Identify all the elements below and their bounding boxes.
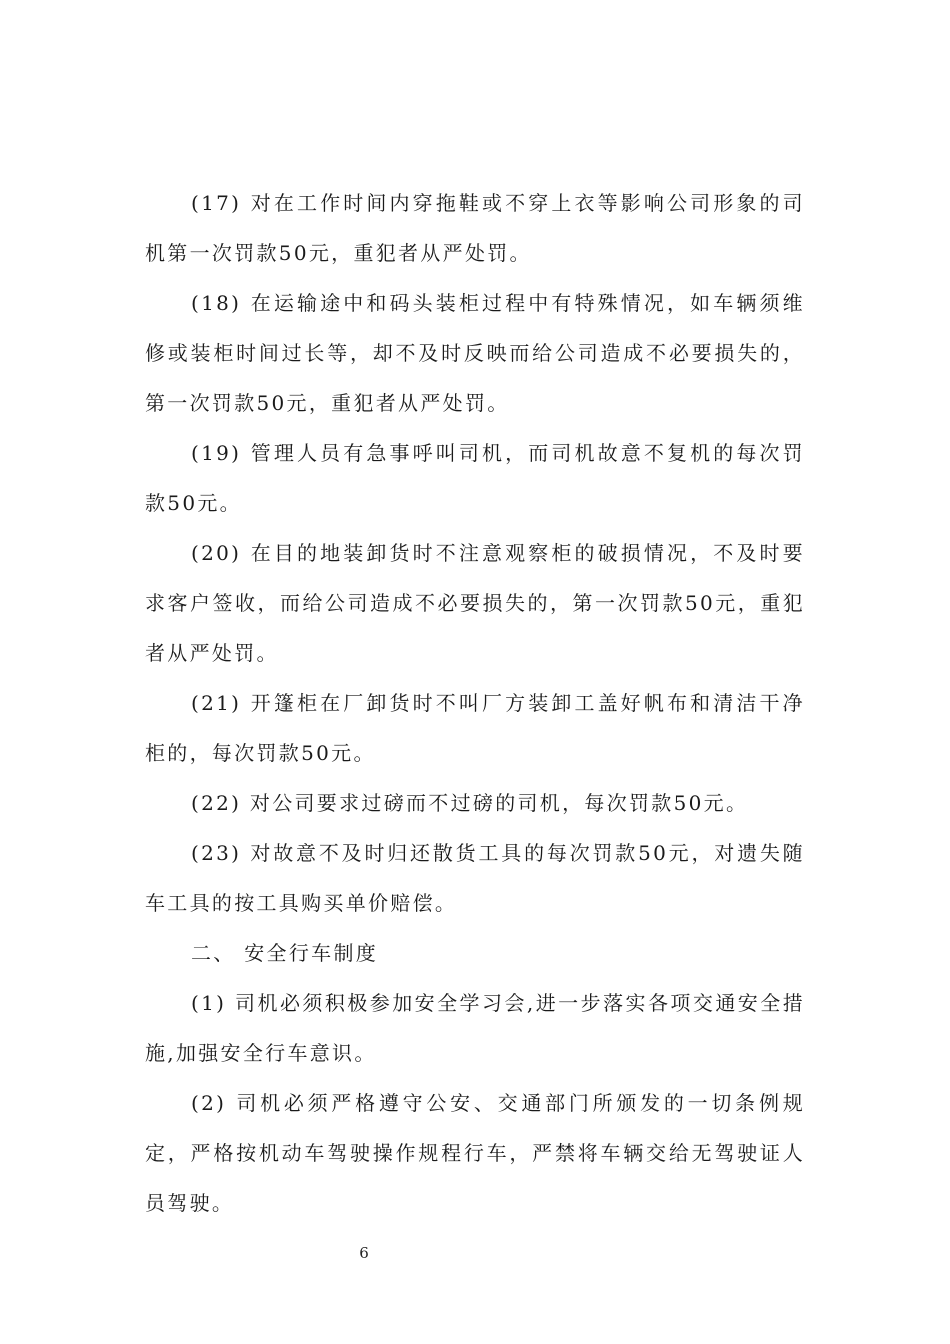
paragraph-safety-2: (2) 司机必须严格遵守公安、交通部门所颁发的一切条例规定，严格按机动车驾驶操作规程行车，严禁将车辆交给无驾驶证人员驾驶。 xyxy=(145,1091,805,1215)
section-heading-safe-driving: 二、 安全行车制度 xyxy=(191,941,379,965)
paragraph-rule-18: (18) 在运输途中和码头装柜过程中有特殊情况，如车辆须维修或装柜时间过长等，却不及时反映而给公司造成不必要损失的，第一次罚款50元，重犯者从严处罚。 xyxy=(145,291,805,415)
document-body xyxy=(145,178,805,1228)
paragraph-safety-1: (1) 司机必须积极参加安全学习会,进一步落实各项交通安全措施,加强安全行车意识。 xyxy=(145,991,805,1065)
paragraph-rule-20: (20) 在目的地装卸货时不注意观察柜的破损情况，不及时要求客户签收，而给公司造成不必要损失的，第一次罚款50元，重犯者从严处罚。 xyxy=(145,541,805,665)
paragraph-rule-22: (22) 对公司要求过磅而不过磅的司机，每次罚款50元。 xyxy=(191,791,749,815)
paragraph-rule-17: (17) 对在工作时间内穿拖鞋或不穿上衣等影响公司形象的司机第一次罚款50元，重犯者从严处罚。 xyxy=(145,191,805,265)
paragraph-rule-21: (21) 开篷柜在厂卸货时不叫厂方装卸工盖好帆布和清洁干净柜的，每次罚款50元。 xyxy=(145,691,805,765)
paragraph-rule-19: (19) 管理人员有急事呼叫司机，而司机故意不复机的每次罚款50元。 xyxy=(145,441,805,515)
paragraph-rule-23: (23) 对故意不及时归还散货工具的每次罚款50元，对遗失随车工具的按工具购买单价赔偿。 xyxy=(145,841,805,915)
page-number: 6 xyxy=(359,1244,369,1262)
